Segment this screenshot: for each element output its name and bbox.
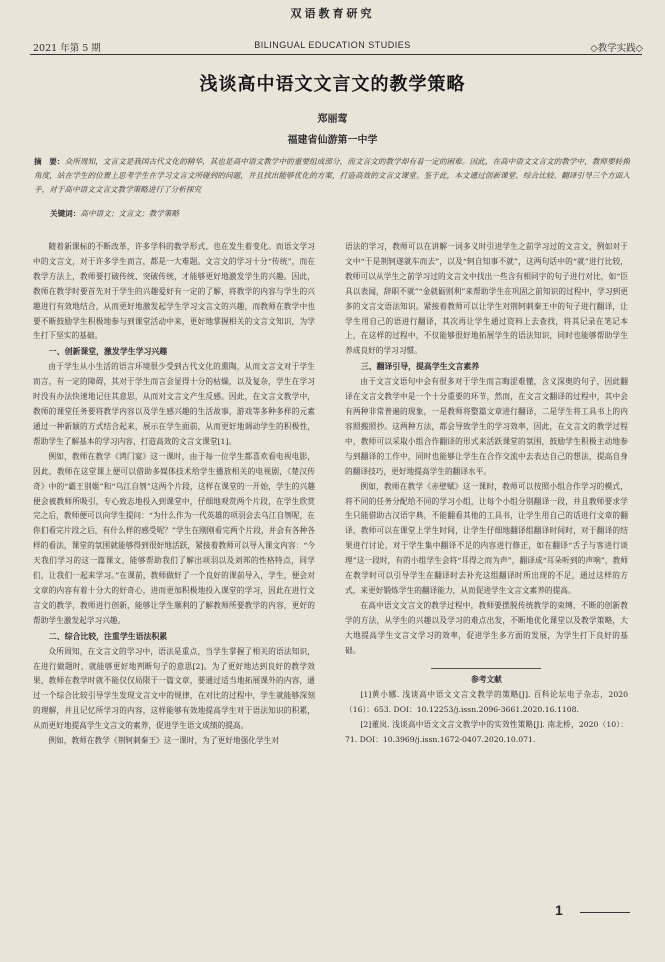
keywords [50, 208, 630, 219]
section-heading: 二、综合比较，注重学生语法积累 [48, 631, 168, 641]
article-affiliation: 福建省仙游第一中学 [287, 135, 378, 146]
references-divider [431, 668, 541, 669]
references-title: 参考文献 [471, 675, 502, 685]
section-heading: 一、创新课堂，激发学生学习兴趣 [48, 347, 168, 357]
article-title: 浅谈高中语文文言文的教学策略 [199, 74, 466, 95]
paragraph: 在高中语文文言文的教学过程中，教师要摆脱传统教学的束缚，不断的创新教学的方法，从学生的兴趣以及学习的难点出发，不断地优化课堂以及教学策略，大大地提高学生文言文学习的效率，促进学生多方面的发展，为学生打下良好的基础。 [345, 600, 628, 655]
abstract-label: 摘 要： [34, 157, 65, 166]
paragraph: 众所周知，在文言文的学习中，语法是重点，当学生掌握了相关的语法知识，在进行做题时，就能够更好地判断句子的意思[2]。为了更好地达到良好的教学效果，教师在教学时就不能仅仅局限于一篇文章，要通过适当地拓展课外的内容，通过一个综合比较引导学生发现文言文中的规律，在对比的过程中，学生就能够深刻的理解，并且记忆所学习的内容，这样能够有效地提高学生对于语法知识的积累，从而更好地提高学生文言文的素养，促进学生语文成绩的提高。 [33, 646, 315, 731]
paragraph: 语法的学习，教师可以在讲解一词多义时引进学生之前学习过的文言文，例如对于文中“于是荆轲遂就车而去”，以及“轲自知事不就”，这两句话中的“就”进行比较，教师可以从学生之前学习过的文言文中找出一些含有相同字的句子进行对比，如“臣具以表闻，辞职不就”“金就砺则利”来帮助学生在巩固之前知识的过程中，学习到更多的文言文语法知识。紧接着教师可以让学生对荆轲刺秦王中的句子进行翻译，让学生用自己的语进行翻译，其次再让学生通过资料上去查找，将其记录在笔记本上，在这样的过程中，不仅能够很好地拓展学生的语法知识，同时也能够帮助学生养成良好的学习习惯。 [345, 242, 628, 356]
keywords-text: 高中语文；文言文；教学策略 [80, 209, 180, 218]
paragraph: 由于文言文语句中会有很多对于学生而言晦涩难懂，含义深奥的句子，因此翻译在文言文教学中是一个十分重要的环节，然而，在文言文翻译的过程中，其中会有两种非常普遍的现象，一是教师将整篇文章进行翻译，二是学生将工具书上的内容照搬照抄。这两种方法，都会导致学生的学习效率，因此，在文言文的教学过程中，教师可以采取小组合作翻译的形式来活跃课堂的氛围，鼓励学生积极主动地参与到翻译的工作中，同时也能够让学生在合作交流中去表达自己的想法，提高自身的翻译技巧，更好地提高学生的翻译水平。 [345, 377, 628, 476]
article-author: 郑丽莺 [317, 114, 348, 125]
section-label: ◇教学实践◇ [590, 43, 643, 54]
keywords-label: 关键词： [50, 209, 81, 218]
journal-name-cn: 双语教育研究 [290, 7, 375, 20]
abstract [34, 155, 630, 197]
paragraph: 随着新课标的不断改革，许多学科的教学形式、也在发生着变化。而语文学习中的文言文，对于许多学生而言，都是一大难题。文言文的学习十分“传统”，而在教学方法上，教师要打破传统、突破传统，才能够更好地激发学生的兴趣。因此，教师在教学时要首先对于学生的兴趣爱好有一定的了解，将教学的内容与学生的兴趣进行有效地结合，从而更好地激发起学生学习文言文的兴趣，而教师在教学中也要不断鼓励学生积极地参与到课堂活动中来，更好地掌握相关的文言文知识，为学生打下坚实的基础。 [33, 242, 315, 341]
header-divider [30, 54, 642, 55]
section-heading: 三、翻译引导，提高学生文言素养 [360, 362, 480, 372]
page-number: 1 [555, 902, 563, 918]
reference-item: [1]黄小娜. 浅谈高中语文文言文教学的策略[J]. 百科论坛电子杂志，2020（16）：653. DOI：10.12253/j.issn.2096-3661.2020.16.1108. [345, 690, 628, 715]
footer-divider [580, 912, 630, 913]
reference-item: [2]董岚. 浅谈高中语文文言文教学中的实效性策略[J]. 南北桥，2020（10）：71. DOI：10.3969/j.issn.1672-0407.2020.10.071. [345, 720, 628, 745]
right-column-body [345, 240, 628, 658]
paragraph: 例如，教师在教学《鸿门宴》这一课时，由于每一位学生都喜欢看电视电影，因此，教师在这堂课上便可以借助多媒体技术给学生播放相关的电视剧，《楚汉传奇》中的“霸王别姬”和“乌江自刎”这两个片段，这样在课堂的一开始，学生的兴趣便会被教师所吸引，专心致志地投入到课堂中，仔细地观赏两个片段，在学生欣赏完之后，教师便可以向学生提问：“为什么作为一代英雄的项羽会去乌江自刎呢，在你们看完片段之后，有什么样的感受呢？”学生在刚刚看完两个片段，并会有各种各样的看法，课堂的氛围就能够得到很好地活跃，紧接着教师可以导入课文内容：“今天我们学习的这一篇课文，能够帮助我们了解出项羽以及刘邦的性格特点，同学们，让我们一起来学习。”在课前，教师做好了一个良好的课前导入，学生，便会对文章的内容有着十分大的好奇心，进而更加积极地投入课堂的学习，因此在进行文言文的教学，教师进行创新，能够让学生顺利的了解教师所要教学的内容，更好的帮助学生激发起学习兴趣。 [33, 451, 315, 625]
paragraph: 例如，教师在教学《赤壁赋》这一课时，教师可以按照小组合作学习的模式，将不同的任务分配给不同的学习小组，让每个小组分别翻译一段，并且教师要求学生只能借助古汉语字典，不能翻看其他的工具书，让学生用自己的话进行文章的翻译，教师可以在课堂上学生时间，让学生仔细地翻译组翻译时间时，对于翻译的结果进行讨论，对于学生集中翻译不足的内容进行修正，如在翻译“舌子与客进行谈理”这一段时，有的小组学生会将“耳得之而为声”，翻译成“耳朵听到的声响”，教师在教学时可以引导学生在翻译时去补充这组翻译时所出现的不足，通过这样的方式，来更好锻炼学生的翻译能力，从而促进学生文言文素养的提高。 [345, 481, 628, 595]
paragraph: 例如，教师在教学《荆轲刺秦王》这一课时，为了更好地强化学生对 [48, 736, 280, 746]
left-column [33, 240, 315, 749]
abstract-text: 众所周知，文言文是我国古代文化的精华，其也是高中语文教学中的重要组成部分，而文言文的教学却有着一定的困难。因此，在高中语文文言文的教学中，教师要转换角度，站在学生的位置上思考学生在学习文言文所碰到的问题，并且找出能够优化的方案，打造高效的文言文课堂。鉴于此，本文通过创新课堂、综合比较、翻译引导三个方面入手，对于高中语文文言文教学策略进行了分析探究 [34, 157, 631, 194]
right-column [345, 240, 628, 748]
paragraph: 由于学生从小生活的语言环境很少受到古代文化的熏陶，从而文言文对于学生而言，有一定的障碍，其对于学生而言会显得十分的枯燥，以及复杂，学生在学习时没有办法快速地记住其意思，从而对文言文产生反感。因此，在文言文教学中，教师的课堂任务要将教学内容以及学生感兴趣的生活故事，游戏等多种多样的元素通过一种新颖的方式结合起来，展示在学生面前，从而更好地调动学生的积极性，帮助学生了解基本的学习内容，打造高效的文言文课堂[1]。 [33, 362, 315, 446]
journal-name-en: BILINGUAL EDUCATION STUDIES [254, 40, 411, 50]
issue-label: 2021 年第 5 期 [33, 43, 101, 54]
